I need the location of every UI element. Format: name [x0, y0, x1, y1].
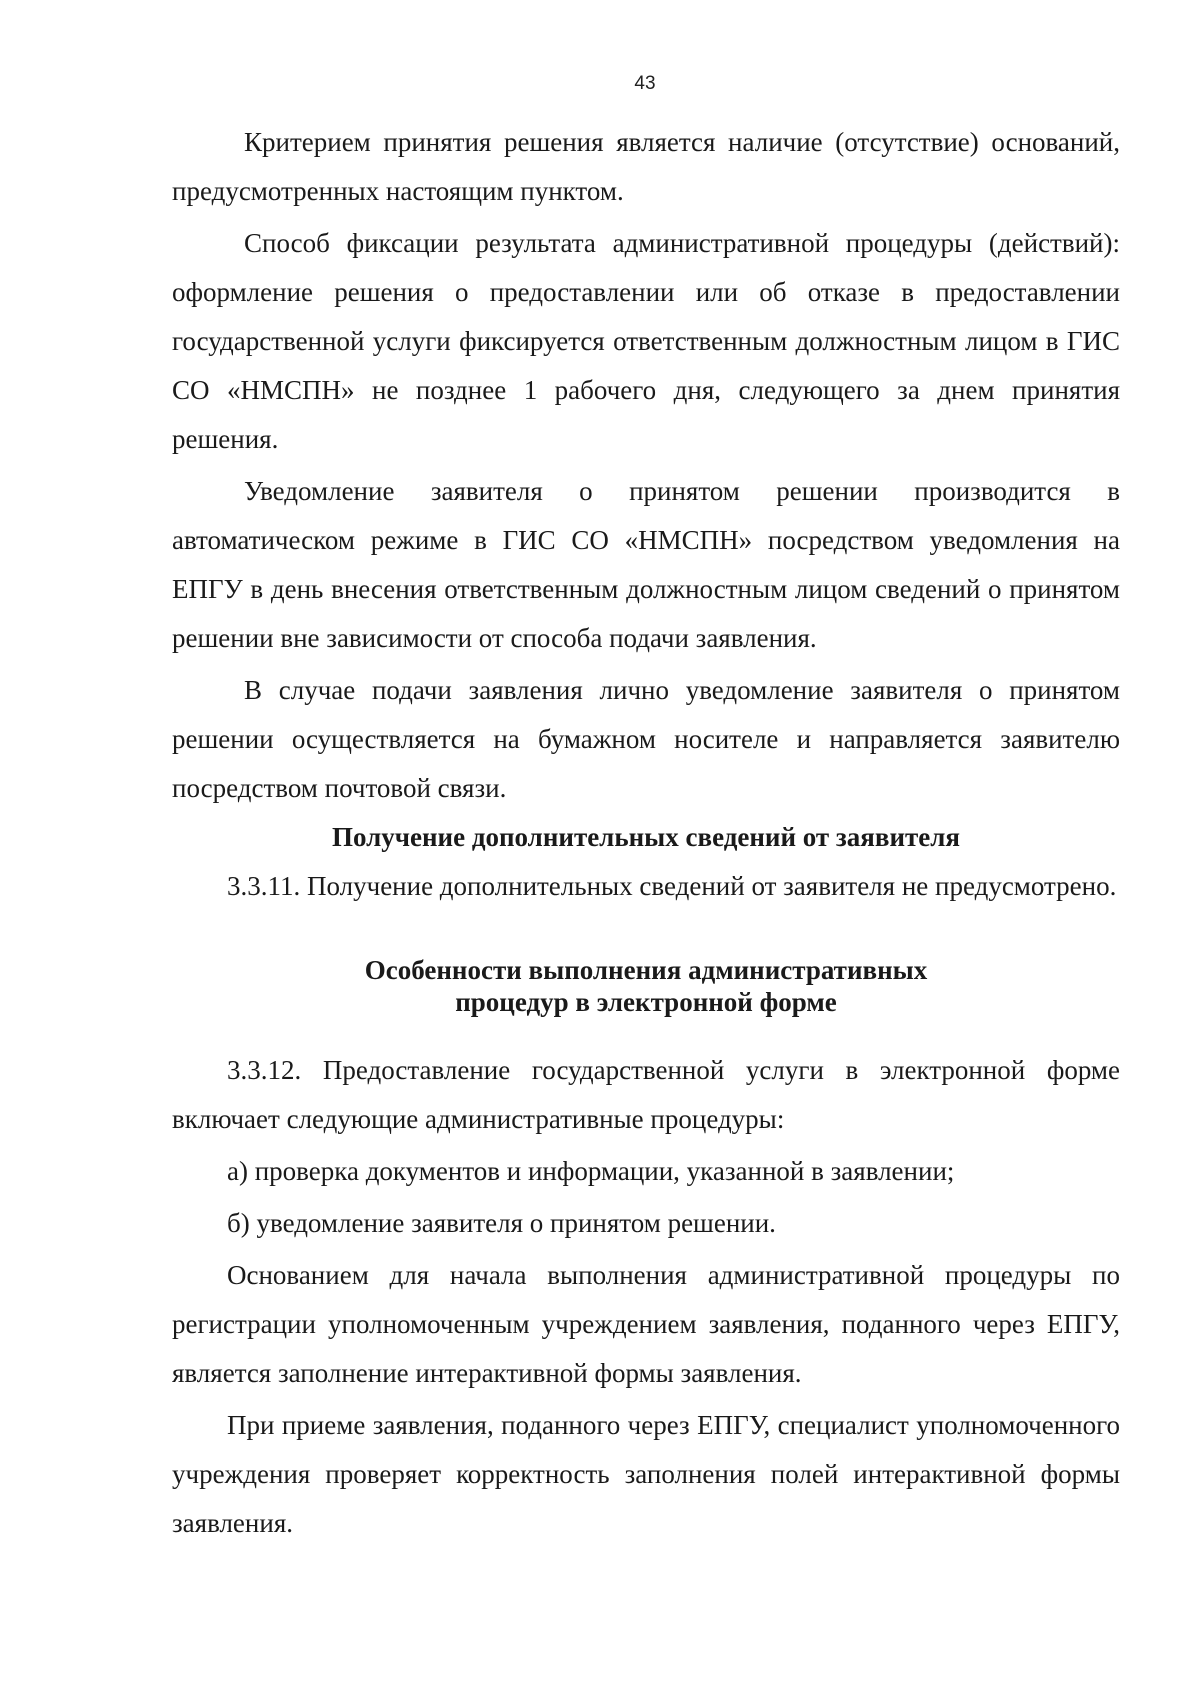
- heading-line-1: Особенности выполнения административных: [364, 955, 928, 985]
- document-body: [172, 118, 1120, 1548]
- section-heading-additional-info: Получение дополнительных сведений от заявителя: [331, 822, 961, 852]
- paragraph-applicant-notification: Уведомление заявителя о принятом решении производится в автоматическом режиме в ГИС СО «НМСПН» посредством уведомления на ЕПГУ в день внесения ответственным должностным лицом сведений о принятом решении вне зависимости от способа подачи заявления.: [172, 476, 1120, 653]
- paragraph-decision-criterion: Критерием принятия решения является наличие (отсутствие) оснований, предусмотренных настоящим пунктом.: [172, 127, 1120, 206]
- paragraph-registration-basis: Основанием для начала выполнения административной процедуры по регистрации уполномоченным учреждением заявления, поданного через ЕПГУ, является заполнение интерактивной формы заявления.: [172, 1260, 1120, 1388]
- paragraph-result-fixation: Способ фиксации результата административной процедуры (действий): оформление решения о предоставлении или об отказе в предоставлении государственной услуги фиксируется ответственным должностным лицом в ГИС СО «НМСПН» не позднее 1 рабочего дня, следующего за днем принятия решения.: [172, 228, 1120, 454]
- page-number: 43: [634, 73, 656, 94]
- paragraph-specialist-check: При приеме заявления, поданного через ЕПГУ, специалист уполномоченного учреждения проверяет корректность заполнения полей интерактивной формы заявления.: [172, 1410, 1120, 1538]
- section-heading-electronic-form: [172, 954, 1120, 1018]
- heading-line-2: процедур в электронной форме: [455, 987, 837, 1017]
- list-item-a: а) проверка документов и информации, указанной в заявлении;: [227, 1156, 955, 1186]
- list-item-b: б) уведомление заявителя о принятом решении.: [227, 1208, 776, 1238]
- paragraph-3-3-11: 3.3.11. Получение дополнительных сведений от заявителя не предусмотрено.: [227, 871, 1117, 901]
- paragraph-paper-notification: В случае подачи заявления лично уведомление заявителя о принятом решении осуществляется на бумажном носителе и направляется заявителю посредством почтовой связи.: [172, 675, 1120, 803]
- paragraph-3-3-12: 3.3.12. Предоставление государственной услуги в электронной форме включает следующие административные процедуры:: [172, 1055, 1120, 1134]
